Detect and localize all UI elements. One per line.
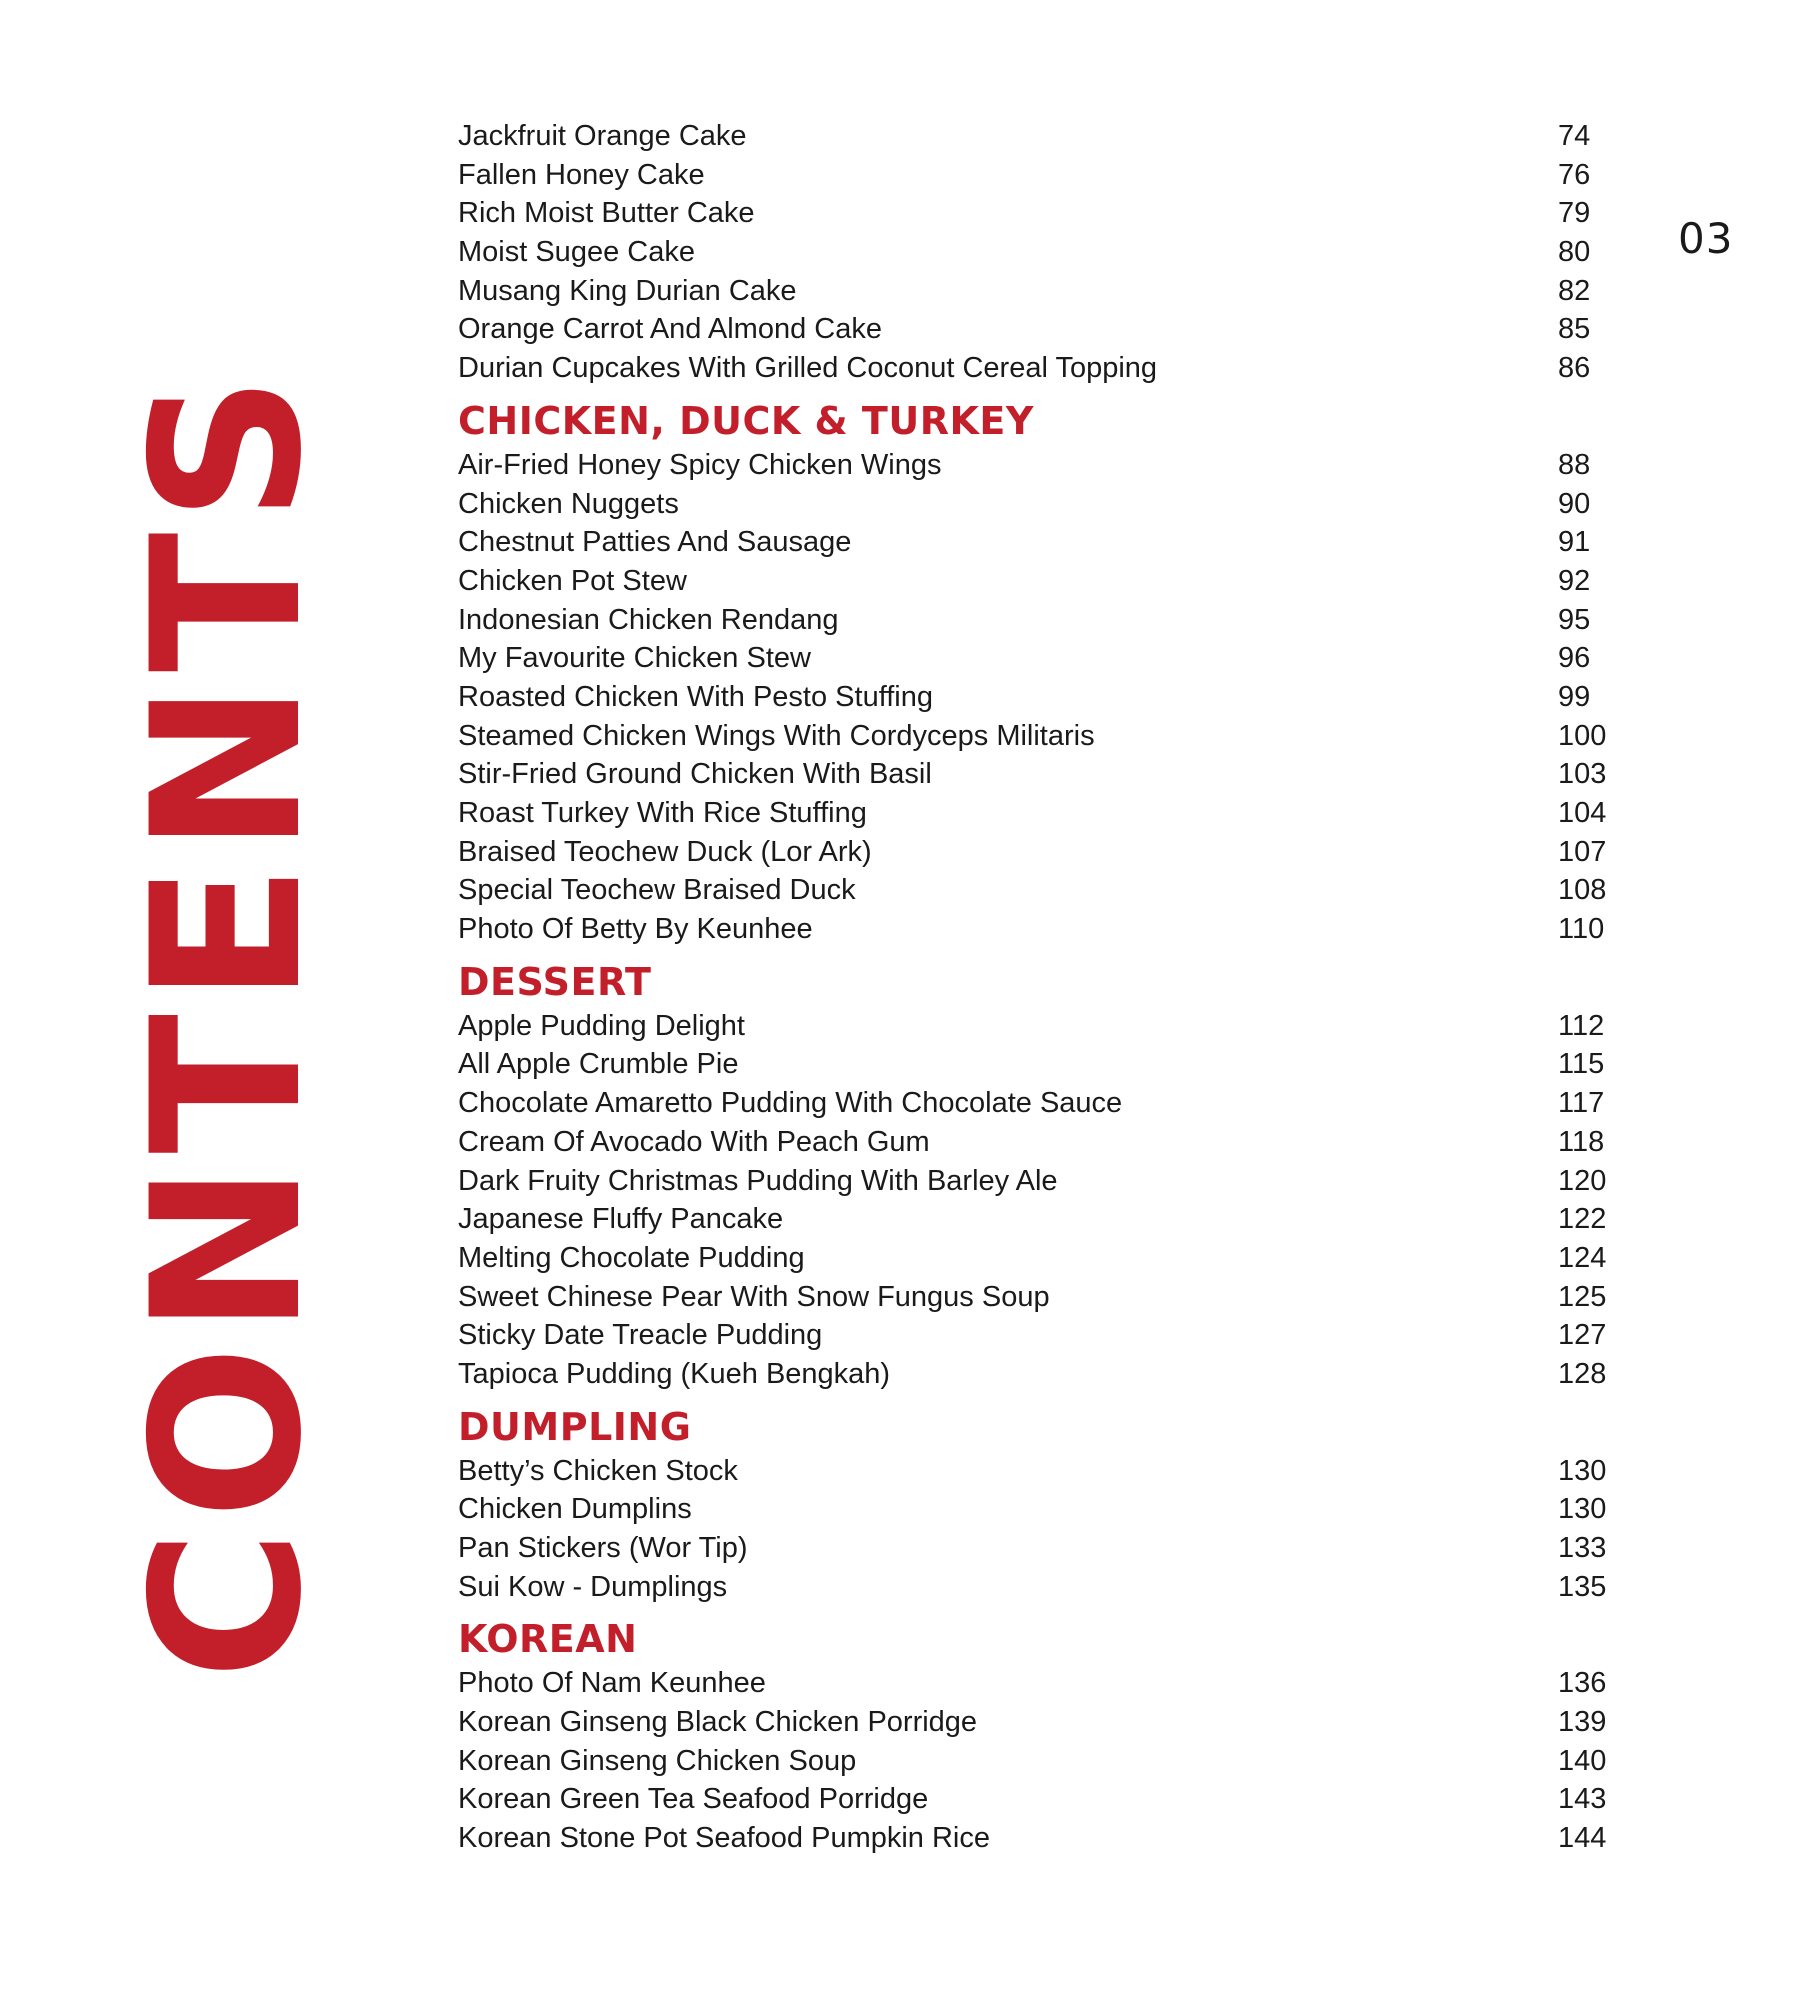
toc-entry-title: Apple Pudding Delight [458,1009,745,1042]
toc-entry[interactable] [458,349,1618,388]
toc-entry[interactable] [458,717,1618,756]
toc-section [458,1616,1618,1857]
toc-entry-title: Pan Stickers (Wor Tip) [458,1532,748,1564]
toc-entry[interactable] [458,1123,1618,1162]
toc-entry-title: Fallen Honey Cake [458,158,705,191]
toc-entry-title: Tapioca Pudding (Kueh Bengkah) [458,1357,891,1390]
toc-entry-page: 122 [1558,1203,1607,1236]
toc-entry-page: 99 [1558,680,1591,713]
toc-entry-page: 103 [1558,758,1607,791]
toc-entry[interactable] [458,446,1618,485]
toc-entry-page: 88 [1558,448,1591,481]
toc-entry[interactable] [458,833,1618,872]
toc-entry[interactable] [458,794,1618,833]
toc-entry-title: Sticky Date Treacle Pudding [458,1319,823,1352]
toc-entry-page: 139 [1558,1706,1607,1739]
toc-entry[interactable] [458,485,1618,524]
toc-entry-title: Korean Ginseng Black Chicken Porridge [458,1706,978,1739]
toc-entry-page: 140 [1558,1744,1607,1777]
toc-entry[interactable] [458,1162,1618,1201]
toc-entry-page: 130 [1558,1454,1607,1487]
toc-entry-page: 95 [1558,603,1591,636]
toc-entry-page: 120 [1558,1164,1607,1197]
toc-entry[interactable] [458,1490,1618,1529]
toc-entry[interactable] [458,1742,1618,1781]
toc-entry-page: 104 [1558,797,1607,829]
toc-entry-title: Korean Ginseng Chicken Soup [458,1744,857,1777]
toc-entry-title: Roasted Chicken With Pesto Stuffing [458,680,933,713]
toc-entry-page: 85 [1558,313,1591,346]
toc-entry-title: Cream Of Avocado With Peach Gum [458,1125,930,1158]
toc-entry[interactable] [458,639,1618,678]
toc-entry-page: 86 [1558,352,1591,385]
toc-entry[interactable] [458,1084,1618,1123]
section-heading: KOREAN [458,1617,638,1662]
toc-entry-page: 144 [1558,1822,1607,1855]
toc-entry-page: 74 [1558,120,1591,152]
toc-entry-title: Indonesian Chicken Rendang [458,603,839,636]
contents-title: CONTENTS [109,364,347,1680]
toc-entry-page: 91 [1558,526,1591,559]
toc-entry-page: 112 [1558,1009,1605,1042]
toc-entry-page: 90 [1558,487,1591,520]
toc-entry[interactable] [458,156,1618,195]
toc-entry-page: 125 [1558,1280,1607,1313]
toc-entry-title: Special Teochew Braised Duck [458,874,856,907]
toc-entry[interactable] [458,601,1618,640]
toc-entry[interactable] [458,1007,1618,1046]
toc-entry-page: 92 [1558,564,1591,597]
toc-entry-page: 76 [1558,158,1591,191]
toc-entry-title: Rich Moist Butter Cake [458,197,755,230]
toc-entry[interactable] [458,1780,1618,1819]
toc-entry[interactable] [458,1355,1618,1394]
toc-entry-page: 108 [1558,874,1607,907]
table-of-contents [458,117,1618,1858]
toc-entry[interactable] [458,1529,1618,1568]
toc-entry[interactable] [458,1568,1618,1607]
page-number: 03 [1678,214,1734,263]
section-heading: DUMPLING [458,1404,692,1449]
toc-entry-title: Durian Cupcakes With Grilled Coconut Cereal Topping [458,352,1158,385]
toc-entry[interactable] [458,755,1618,794]
toc-entry-page: 117 [1558,1087,1605,1120]
toc-entry[interactable] [458,1239,1618,1278]
toc-entry-title: Chestnut Patties And Sausage [458,526,852,559]
toc-entry-title: Photo Of Nam Keunhee [458,1667,766,1700]
toc-entry-title: Chicken Pot Stew [458,564,687,597]
toc-entry[interactable] [458,678,1618,717]
toc-entry[interactable] [458,523,1618,562]
toc-entry-title: Sui Kow - Dumplings [458,1570,728,1603]
toc-entry[interactable] [458,1452,1618,1491]
section-heading: CHICKEN, DUCK & TURKEY [458,398,1034,443]
toc-entry-title: Japanese Fluffy Pancake [458,1203,784,1236]
toc-entry-title: Photo Of Betty By Keunhee [458,913,813,946]
toc-section [458,117,1618,388]
toc-entry-title: Air-Fried Honey Spicy Chicken Wings [458,448,942,481]
toc-entry-page: 135 [1558,1570,1607,1603]
toc-entry-page: 124 [1558,1241,1607,1274]
toc-entry-page: 82 [1558,274,1591,307]
toc-entry-title: Chicken Nuggets [458,487,679,520]
toc-entry-title: Roast Turkey With Rice Stuffing [458,797,867,829]
toc-entry-page: 118 [1558,1125,1605,1158]
toc-entry-title: Sweet Chinese Pear With Snow Fungus Soup [458,1280,1050,1313]
toc-entry-title: Braised Teochew Duck (Lor Ark) [458,835,872,868]
toc-entry-title: Moist Sugee Cake [458,236,695,269]
toc-entry-title: Korean Green Tea Seafood Porridge [458,1783,929,1816]
toc-entry-title: Korean Stone Pot Seafood Pumpkin Rice [458,1822,990,1855]
toc-entry-title: Orange Carrot And Almond Cake [458,313,882,346]
toc-entry-title: Steamed Chicken Wings With Cordyceps Militaris [458,719,1095,752]
toc-section [458,959,1618,1394]
toc-entry[interactable] [458,310,1618,349]
toc-entry[interactable] [458,910,1618,949]
toc-section [458,1404,1618,1607]
toc-entry-page: 128 [1558,1357,1607,1390]
toc-entry[interactable] [458,1703,1618,1742]
toc-entry-page: 136 [1558,1667,1607,1700]
toc-entry[interactable] [458,1664,1618,1703]
toc-entry[interactable] [458,194,1618,233]
toc-entry[interactable] [458,272,1618,311]
toc-entry-title: Betty’s Chicken Stock [458,1454,738,1487]
toc-entry[interactable] [458,871,1618,910]
toc-entry-page: 80 [1558,236,1591,269]
toc-entry-page: 143 [1558,1783,1607,1816]
toc-entry[interactable] [458,562,1618,601]
toc-entry[interactable] [458,1278,1618,1317]
toc-entry-page: 115 [1558,1048,1605,1081]
toc-entry-title: Melting Chocolate Pudding [458,1241,805,1274]
toc-entry-page: 130 [1558,1493,1607,1526]
toc-section [458,398,1618,949]
toc-entry-title: Musang King Durian Cake [458,274,797,307]
toc-entry-title: My Favourite Chicken Stew [458,642,811,675]
toc-entry-page: 127 [1558,1319,1607,1352]
toc-entry-title: Jackfruit Orange Cake [458,120,747,152]
toc-entry[interactable] [458,233,1618,272]
toc-entry[interactable] [458,1819,1618,1858]
toc-entry-title: All Apple Crumble Pie [458,1048,739,1081]
toc-entry-title: Chicken Dumplins [458,1493,692,1526]
toc-entry[interactable] [458,1200,1618,1239]
toc-entry-title: Chocolate Amaretto Pudding With Chocolate Sauce [458,1087,1123,1120]
toc-entry[interactable] [458,1045,1618,1084]
toc-entry-page: 96 [1558,642,1591,675]
toc-entry-page: 100 [1558,719,1607,752]
toc-entry-page: 110 [1558,913,1605,946]
toc-entry[interactable] [458,1316,1618,1355]
toc-entry[interactable] [458,117,1618,156]
section-heading: DESSERT [458,959,652,1004]
toc-entry-page: 79 [1558,197,1591,230]
toc-entry-title: Dark Fruity Christmas Pudding With Barley Ale [458,1164,1058,1197]
toc-entry-title: Stir-Fried Ground Chicken With Basil [458,758,932,791]
toc-entry-page: 107 [1558,835,1607,868]
toc-entry-page: 133 [1558,1532,1607,1564]
